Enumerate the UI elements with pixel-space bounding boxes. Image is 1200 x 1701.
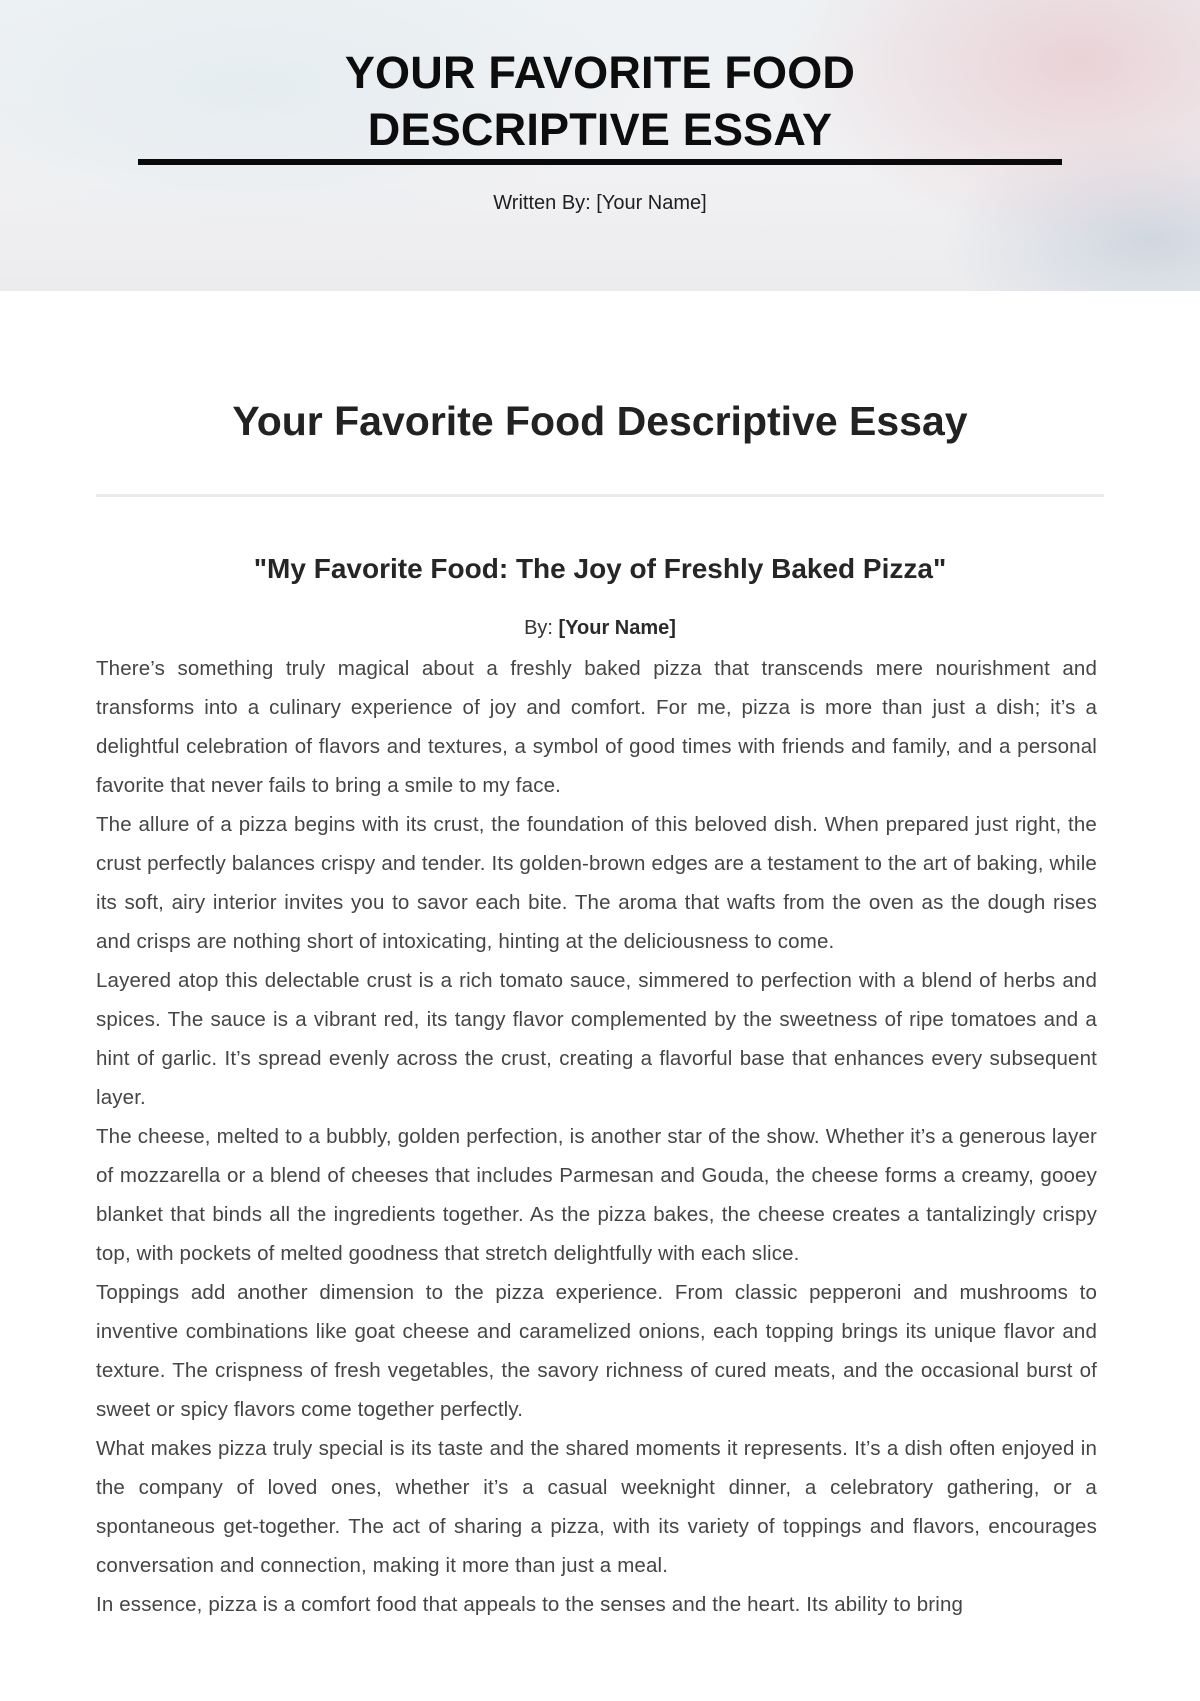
essay-author: [Your Name]: [558, 617, 676, 639]
essay-paragraph: In essence, pizza is a comfort food that appeals to the senses and the heart. Its ability to bring: [96, 1593, 964, 1616]
essay-byline-label: By:: [524, 617, 559, 639]
essay-title: "My Favorite Food: The Joy of Freshly Baked Pizza": [253, 553, 947, 584]
essay-paragraph: There’s something truly magical about a freshly baked pizza that transcends mere nourishment and transforms into a culinary experience of joy and comfort. For me, pizza is more than just a dish; it’s a delightful celebration of flavors and textures, a symbol of good times with friends and family, and a personal favorite that never fails to bring a smile to my face.: [96, 657, 1097, 797]
essay-paragraph: Toppings add another dimension to the pizza experience. From classic pepperoni and mushrooms to inventive combinations like goat cheese and caramelized onions, each topping brings its unique flavor and texture. The crispness of fresh vegetables, the savory richness of cured meats, and the occasional burst of sweet or spicy flavors come together perfectly.: [96, 1281, 1097, 1421]
essay-body: [96, 649, 1097, 1624]
banner-title-line-1: YOUR FAVORITE FOOD: [344, 47, 856, 98]
document-title: Your Favorite Food Descriptive Essay: [232, 398, 968, 444]
essay-paragraph: What makes pizza truly special is its taste and the shared moments it represents. It’s a dish often enjoyed in the company of loved ones, whether it’s a casual weeknight dinner, a celebratory gathering, or a spontaneous get-together. The act of sharing a pizza, with its variety of toppings and flavors, encourages conversation and connection, making it more than just a meal.: [96, 1437, 1097, 1577]
banner-byline: Written By: [Your Name]: [493, 192, 707, 214]
essay-paragraph: The cheese, melted to a bubbly, golden perfection, is another star of the show. Whether it’s a generous layer of mozzarella or a blend of cheeses that includes Parmesan and Gouda, the cheese forms a creamy, gooey blanket that binds all the ingredients together. As the pizza bakes, the cheese creates a tantalizingly crispy top, with pockets of melted goodness that stretch delightfully with each slice.: [96, 1125, 1097, 1265]
header-banner: [0, 0, 1200, 291]
essay-byline: [0, 614, 1200, 642]
banner-underline: [138, 159, 1062, 165]
essay-paragraph: The allure of a pizza begins with its crust, the foundation of this beloved dish. When prepared just right, the crust perfectly balances crispy and tender. Its golden-brown edges are a testament to the art of baking, while its soft, airy interior invites you to savor each bite. The aroma that wafts from the oven as the dough rises and crisps are nothing short of intoxicating, hinting at the deliciousness to come.: [96, 813, 1097, 953]
banner-title-line-2: DESCRIPTIVE ESSAY: [367, 104, 833, 155]
banner-title: [0, 44, 1200, 158]
title-divider: [96, 494, 1104, 497]
essay-paragraph: Layered atop this delectable crust is a rich tomato sauce, simmered to perfection with a blend of herbs and spices. The sauce is a vibrant red, its tangy flavor complemented by the sweetness of ripe tomatoes and a hint of garlic. It’s spread evenly across the crust, creating a flavorful base that enhances every subsequent layer.: [96, 969, 1097, 1109]
